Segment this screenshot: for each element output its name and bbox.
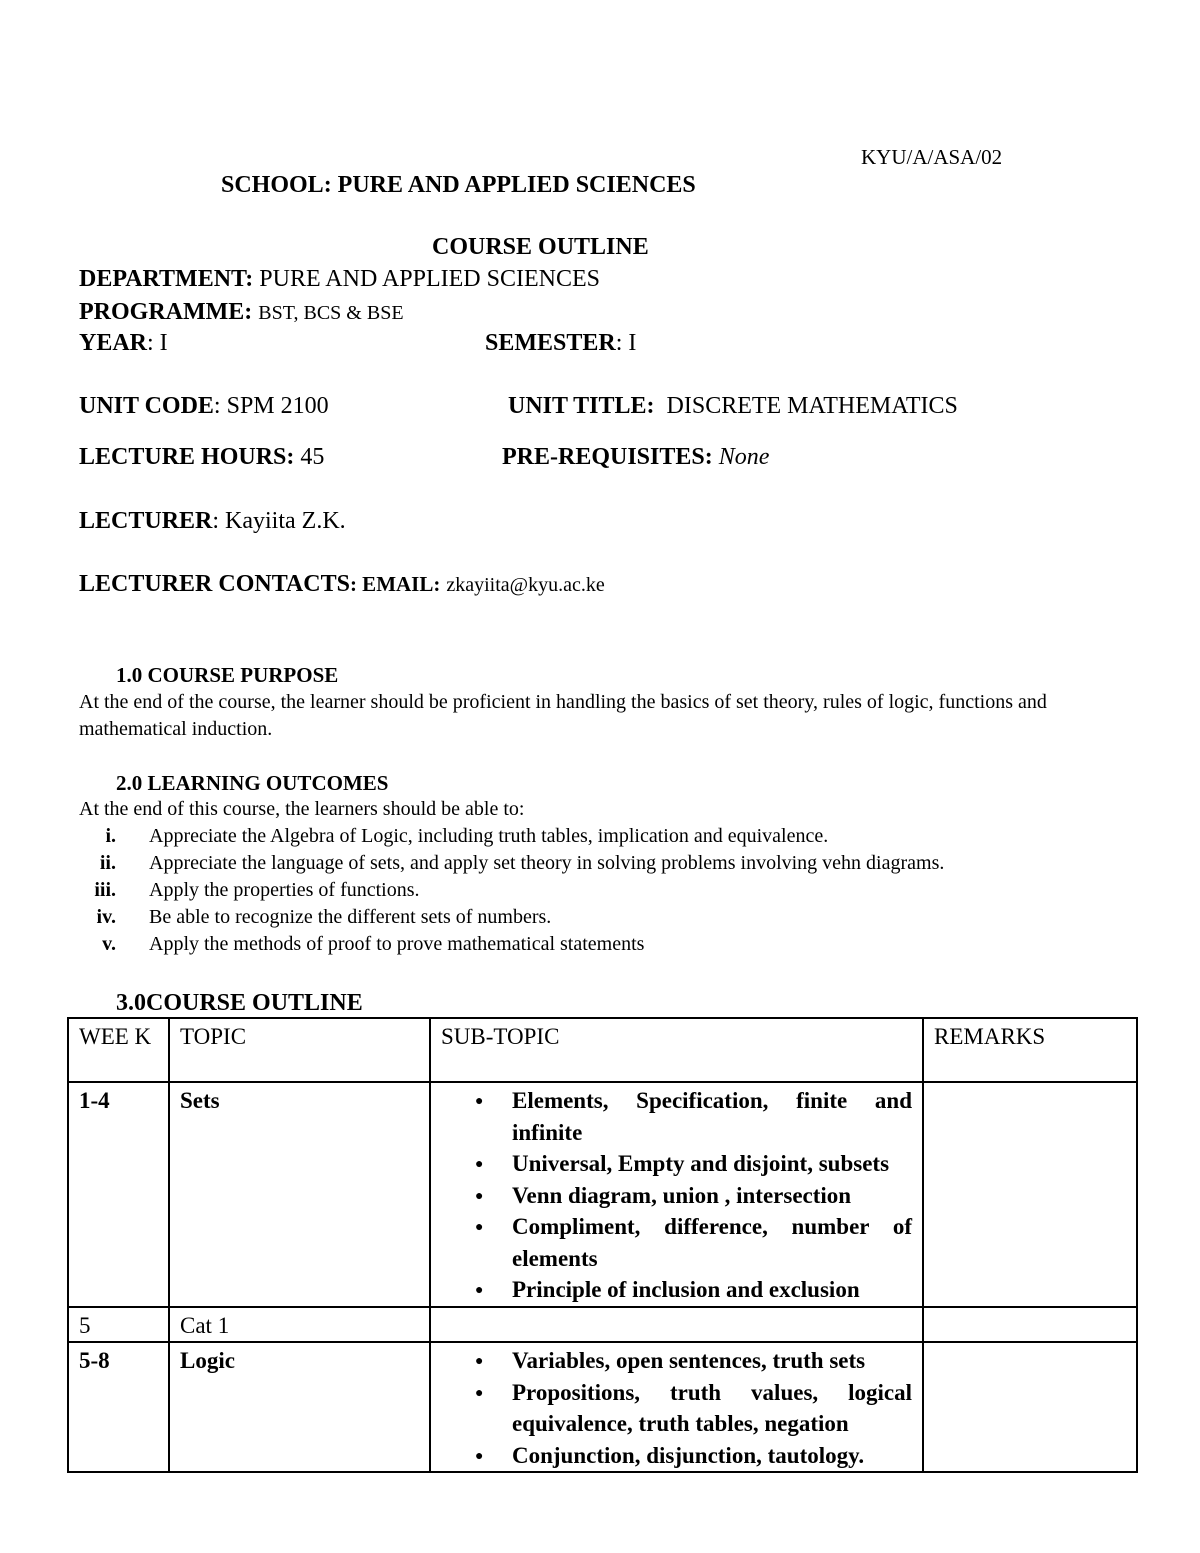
header-topic: TOPIC bbox=[169, 1018, 430, 1082]
outcome-text: Appreciate the Algebra of Logic, including truth tables, implication and equivalence. bbox=[149, 825, 829, 847]
outcome-number: ii. bbox=[99, 852, 116, 874]
subtopic-item: ● Compliment, difference, number of elements bbox=[512, 1211, 912, 1274]
outcome-number: iv. bbox=[96, 906, 116, 928]
topic-cell: Cat 1 bbox=[169, 1307, 430, 1343]
header-remarks: REMARKS bbox=[923, 1018, 1137, 1082]
outcome-number: i. bbox=[105, 825, 116, 847]
header-subtopic: SUB-TOPIC bbox=[430, 1018, 923, 1082]
remarks-cell bbox=[923, 1307, 1137, 1343]
semester-value: : I bbox=[615, 330, 637, 356]
subtopic-item: ● Universal, Empty and disjoint, subsets bbox=[512, 1148, 912, 1180]
programme-label: PROGRAMME: bbox=[79, 299, 253, 325]
subtopic-item: ● Principle of inclusion and exclusion bbox=[512, 1274, 912, 1306]
purpose-text: At the end of the course, the learner should be proficient in handling the basics of set theory, rules of logic, functions and mathematical induction. bbox=[79, 691, 1047, 740]
outline-heading: 3.0COURSE OUTLINE bbox=[116, 990, 363, 1016]
semester-label: SEMESTER bbox=[485, 330, 616, 356]
table-row bbox=[68, 1082, 1137, 1307]
subtopic-item: ● Variables, open sentences, truth sets bbox=[512, 1345, 912, 1377]
lecture-hours-line bbox=[79, 444, 324, 471]
programme-line bbox=[79, 299, 404, 326]
unit-code-value: : SPM 2100 bbox=[213, 393, 329, 419]
email-value[interactable]: zkayiita@kyu.ac.ke bbox=[446, 574, 605, 596]
week-cell: 5 bbox=[68, 1307, 169, 1343]
lecturer-line bbox=[79, 508, 346, 535]
programme-value: BST, BCS & BSE bbox=[258, 302, 404, 324]
course-outline-title: COURSE OUTLINE bbox=[432, 234, 649, 260]
email-label: : EMAIL: bbox=[349, 572, 441, 596]
unit-code-line bbox=[79, 393, 329, 420]
outcome-text: Appreciate the language of sets, and apply set theory in solving problems involving vehn diagrams. bbox=[149, 852, 945, 874]
subtopic-item: ● Propositions, truth values, logical equivalence, truth tables, negation bbox=[512, 1377, 912, 1440]
purpose-heading: 1.0 COURSE PURPOSE bbox=[116, 663, 339, 687]
remarks-cell bbox=[923, 1342, 1137, 1472]
week-cell: 5-8 bbox=[68, 1342, 169, 1472]
course-outline-table bbox=[67, 1017, 1138, 1473]
lecture-hours-label: LECTURE HOURS: bbox=[79, 444, 295, 470]
subtopic-cell bbox=[430, 1307, 923, 1343]
unit-title-line bbox=[508, 393, 958, 420]
department-value: PURE AND APPLIED SCIENCES bbox=[259, 266, 600, 292]
document-reference: KYU/A/ASA/02 bbox=[861, 145, 1003, 169]
prerequisites-line bbox=[502, 444, 769, 471]
lecture-hours-value: 45 bbox=[300, 444, 325, 470]
semester-line bbox=[485, 330, 636, 357]
contacts-line bbox=[79, 571, 605, 598]
subtopic-cell bbox=[430, 1082, 923, 1307]
lecturer-value: : Kayiita Z.K. bbox=[212, 508, 346, 534]
department-line bbox=[79, 266, 600, 293]
unit-code-label: UNIT CODE bbox=[79, 393, 214, 419]
prerequisites-value: None bbox=[718, 444, 770, 470]
lecturer-label: LECTURER bbox=[79, 508, 213, 534]
school-title: SCHOOL: PURE AND APPLIED SCIENCES bbox=[221, 172, 696, 198]
year-label: YEAR bbox=[79, 330, 148, 356]
subtopic-item: ● Venn diagram, union , intersection bbox=[512, 1180, 912, 1212]
week-cell: 1-4 bbox=[68, 1082, 169, 1307]
topic-cell: Sets bbox=[169, 1082, 430, 1307]
unit-title-value: DISCRETE MATHEMATICS bbox=[666, 393, 958, 419]
outcome-number: v. bbox=[102, 933, 116, 955]
outcome-text: Apply the properties of functions. bbox=[149, 879, 420, 901]
table-header-row bbox=[68, 1018, 1137, 1082]
contacts-label: LECTURER CONTACTS bbox=[79, 571, 350, 597]
year-line bbox=[79, 330, 168, 357]
subtopic-cell bbox=[430, 1342, 923, 1472]
outcome-text: Be able to recognize the different sets of numbers. bbox=[149, 906, 552, 928]
outcomes-heading: 2.0 LEARNING OUTCOMES bbox=[116, 771, 389, 795]
subtopic-item: ● Elements, Specification, finite and infinite bbox=[512, 1085, 912, 1148]
table-row bbox=[68, 1307, 1137, 1343]
topic-cell: Logic bbox=[169, 1342, 430, 1472]
department-label: DEPARTMENT: bbox=[79, 266, 254, 292]
remarks-cell bbox=[923, 1082, 1137, 1307]
outcome-number: iii. bbox=[94, 879, 116, 901]
year-value: : I bbox=[147, 330, 168, 356]
outcome-text: Apply the methods of proof to prove mathematical statements bbox=[149, 933, 645, 955]
prerequisites-label: PRE-REQUISITES: bbox=[502, 444, 713, 470]
outcomes-intro: At the end of this course, the learners should be able to: bbox=[79, 798, 525, 820]
table-row bbox=[68, 1342, 1137, 1472]
subtopic-item: ● Conjunction, disjunction, tautology. bbox=[512, 1440, 912, 1472]
header-week: WEE K bbox=[68, 1018, 169, 1082]
unit-title-label: UNIT TITLE: bbox=[508, 393, 655, 419]
